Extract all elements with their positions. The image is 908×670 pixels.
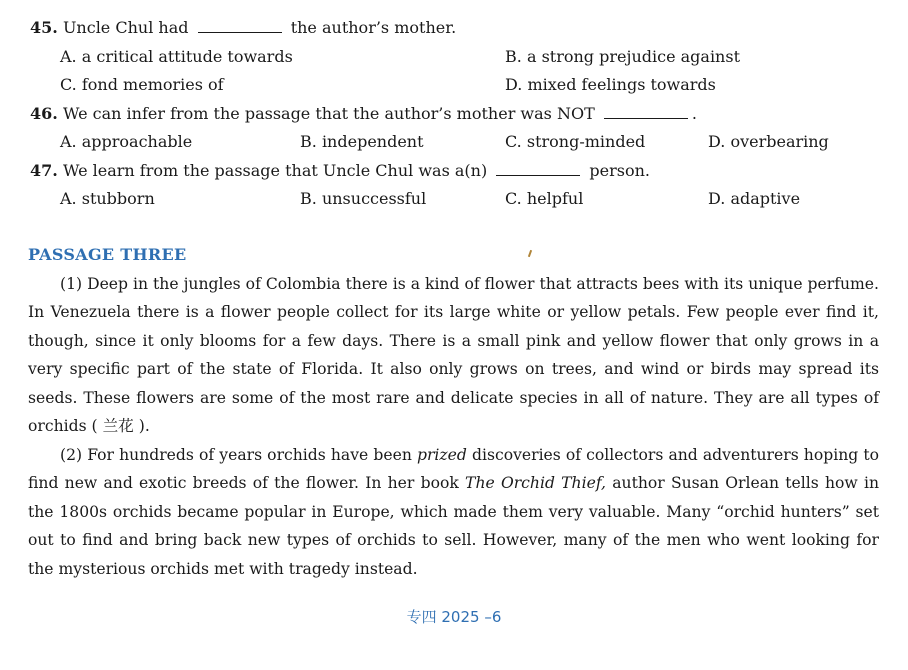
option-letter: D.	[505, 75, 523, 94]
option-text: independent	[321, 132, 424, 151]
question-number: 45.	[30, 18, 58, 37]
option-text: unsuccessful	[321, 189, 427, 208]
option-47-b[interactable]	[300, 189, 426, 209]
option-46-a[interactable]	[60, 132, 192, 152]
option-text: a strong prejudice against	[526, 47, 740, 66]
option-45-b[interactable]	[505, 47, 740, 67]
option-text: helpful	[526, 189, 584, 208]
option-letter: C.	[505, 189, 522, 208]
question-stem-after: person.	[589, 161, 650, 180]
option-letter: A.	[60, 132, 77, 151]
option-text: a critical attitude towards	[81, 47, 293, 66]
option-letter: D.	[708, 132, 726, 151]
option-text: overbearing	[730, 132, 829, 151]
question-47	[30, 161, 650, 181]
option-46-d[interactable]	[708, 132, 829, 152]
option-letter: B.	[300, 132, 317, 151]
option-text: adaptive	[730, 189, 801, 208]
question-stem-after: .	[691, 104, 697, 123]
option-45-c[interactable]	[60, 75, 224, 95]
paragraph-2-text-b: discoveries of collectors and adventurers hoping to find new and exotic breeds of the flower. In her book	[28, 446, 880, 493]
question-stem-after: the author’s mother.	[290, 18, 457, 37]
option-46-b[interactable]	[300, 132, 424, 152]
question-stem-before: We learn from the passage that Uncle Chul was a(n)	[62, 161, 488, 180]
option-47-a[interactable]	[60, 189, 155, 209]
option-letter: D.	[708, 189, 726, 208]
paragraph-2	[28, 441, 879, 583]
answer-blank	[198, 19, 282, 33]
option-letter: B.	[300, 189, 317, 208]
option-letter: C.	[505, 132, 522, 151]
option-text: approachable	[81, 132, 193, 151]
question-stem-before: Uncle Chul had	[62, 18, 189, 37]
paragraph-2-text-a: (2) For hundreds of years orchids have been	[60, 446, 412, 464]
stray-pen-mark	[528, 250, 532, 257]
question-stem-before: We can infer from the passage that the author’s mother was NOT	[62, 104, 595, 123]
option-letter: A.	[60, 189, 77, 208]
question-number: 46.	[30, 104, 58, 123]
italic-word-prized: prized	[417, 446, 467, 464]
option-letter: A.	[60, 47, 77, 66]
paragraph-1: (1) Deep in the jungles of Colombia there is a kind of flower that attracts bees with its unique perfume. In Venezuela there is a flower people collect for its large white or yellow petals. Few people ever find it, though, since it only blooms for a few days. There is a small pink and yellow flower that only grows in a very specific part of the state of Florida. It also only grows on trees, and wind or birds may spread its seeds. These flowers are some of the most rare and delicate species in all of nature. They are all types of orchids ( 兰花 ).	[28, 275, 879, 436]
answer-blank	[604, 105, 688, 119]
question-number: 47.	[30, 161, 58, 180]
answer-blank	[496, 162, 580, 176]
page-footer: 专四 2025 –6	[406, 608, 502, 626]
paragraph-2-text-c: author Susan Orlean tells how in the 1800s orchids became popular in Europe, which made them very valuable. Many “orchid hunters” set out to find and bring back new types of orchids to sell. However, many of the men who went looking for the mysterious orchids met with tragedy instead.	[28, 474, 880, 578]
option-text: mixed feelings towards	[527, 75, 716, 94]
option-46-c[interactable]	[505, 132, 645, 152]
option-text: strong-minded	[526, 132, 646, 151]
passage-title: PASSAGE THREE	[28, 245, 187, 264]
option-47-c[interactable]	[505, 189, 583, 209]
option-text: stubborn	[81, 189, 155, 208]
option-45-a[interactable]	[60, 47, 293, 67]
question-45	[30, 18, 456, 38]
book-title: The Orchid Thief,	[465, 474, 606, 493]
option-text: fond memories of	[81, 75, 224, 94]
option-letter: C.	[60, 75, 77, 94]
option-47-d[interactable]	[708, 189, 800, 209]
option-45-d[interactable]	[505, 75, 716, 95]
option-letter: B.	[505, 47, 522, 66]
question-46	[30, 104, 697, 124]
